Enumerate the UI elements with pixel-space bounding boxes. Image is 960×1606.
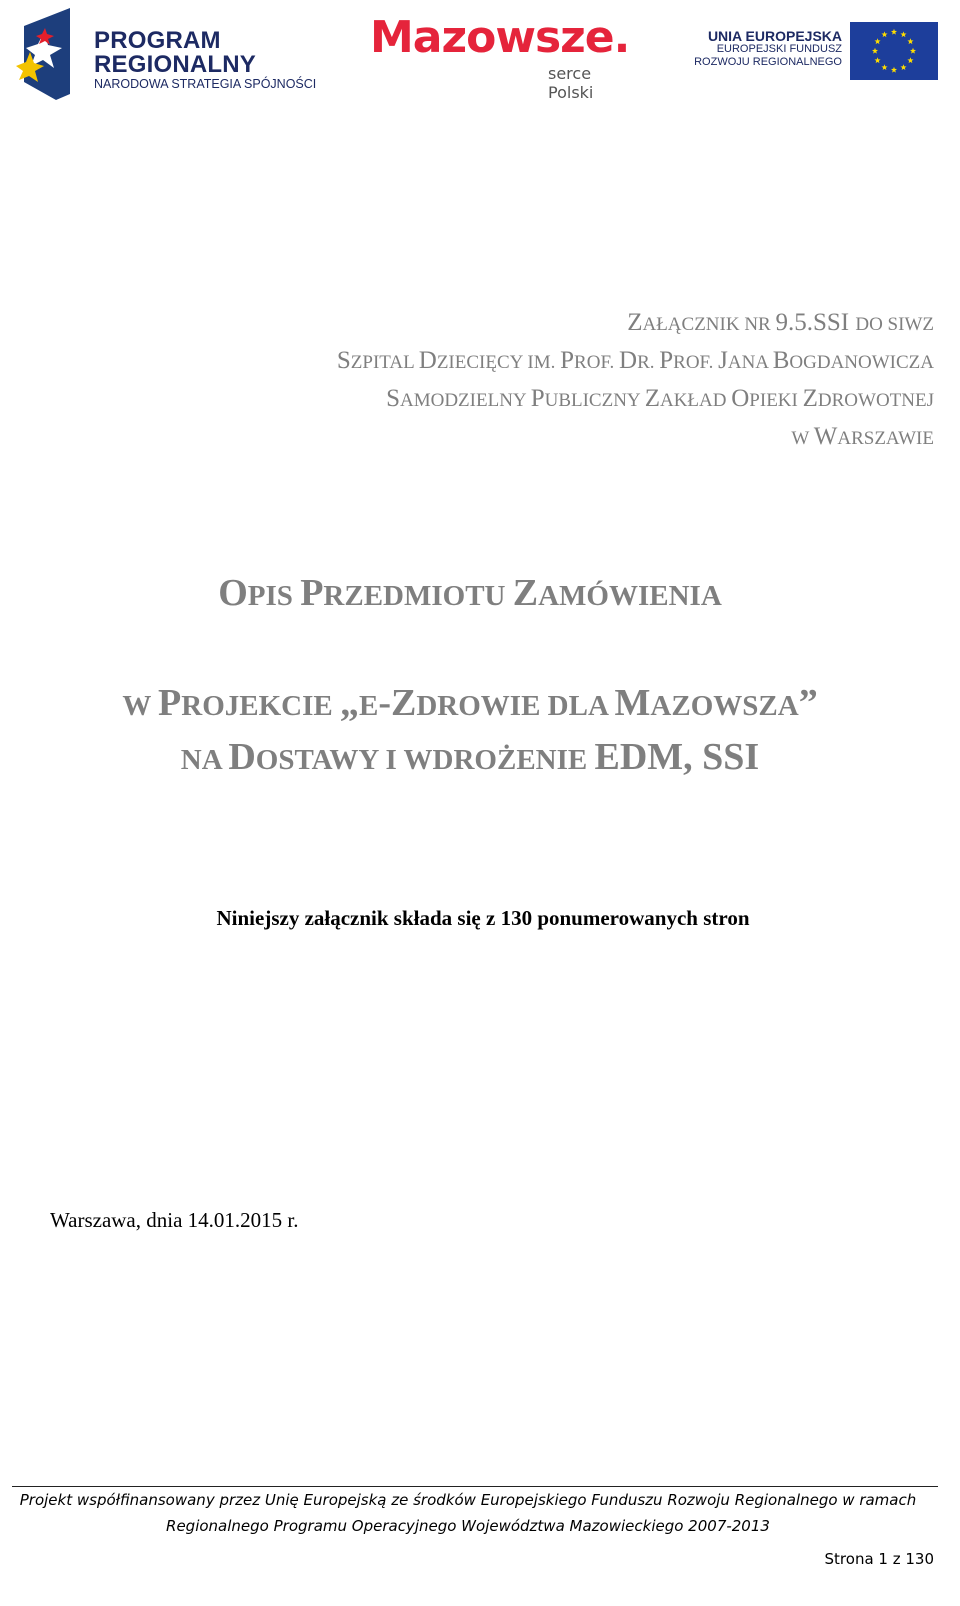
program-star-emblem-icon bbox=[16, 8, 72, 100]
attachment-number-segment: DO SIWZ bbox=[855, 314, 934, 335]
document-title-segment: Z bbox=[512, 572, 539, 614]
city-segment: W bbox=[813, 423, 838, 450]
project-subtitle-segment: E bbox=[359, 690, 379, 722]
project-subtitle-segment: AZOWSZA bbox=[650, 690, 799, 722]
attachment-note: Niniejszy załącznik składa się z 130 ponumerowanych stron bbox=[216, 906, 750, 930]
eu-logo bbox=[686, 20, 946, 82]
hospital-name-segment: P bbox=[659, 347, 674, 374]
project-subtitle-segment: -Z bbox=[378, 682, 417, 724]
institution-type-segment: P bbox=[530, 385, 545, 412]
footer-funding-line-2: Regionalnego Programu Operacyjnego Województwa Mazowieckiego 2007-2013 bbox=[166, 1517, 770, 1535]
project-subtitle bbox=[0, 680, 940, 729]
institution-type-segment: O bbox=[731, 385, 750, 412]
hospital-name-segment: B bbox=[772, 347, 790, 374]
hospital-name-segment: ANA bbox=[727, 352, 773, 373]
program-regionalny-logo bbox=[16, 8, 316, 100]
institution-type-segment: AKŁAD bbox=[659, 390, 732, 411]
mazowsze-wordmark: Mazowsze. bbox=[370, 12, 630, 63]
footer-divider bbox=[12, 1486, 938, 1487]
project-subtitle-segment: DROWIE DLA bbox=[416, 690, 615, 722]
hospital-name-segment: S bbox=[336, 347, 351, 374]
delivery-subtitle-segment: D bbox=[228, 736, 256, 778]
footer-funding-line-1: Projekt współfinansowany przez Unię Europejską ze środków Europejskiego Funduszu Rozwoju Regionalnego w ramach bbox=[19, 1491, 917, 1509]
project-subtitle-segment: ROJEKCIE bbox=[181, 690, 340, 722]
program-line-1: PROGRAM bbox=[94, 27, 221, 54]
attachment-number-segment: 9.5.SSI bbox=[775, 309, 856, 336]
eu-line-2: EUROPEJSKI FUNDUSZ bbox=[716, 43, 842, 55]
date-line: Warszawa, dnia 14.01.2015 r. bbox=[50, 1208, 299, 1232]
hospital-name-segment: ROF. bbox=[673, 352, 719, 373]
institution-type-segment: DROWOTNEJ bbox=[817, 390, 934, 411]
institution-type-segment: S bbox=[386, 385, 400, 412]
hospital-name-segment: ZPITAL bbox=[350, 352, 419, 373]
hospital-name-segment: ROF. bbox=[574, 352, 619, 373]
hospital-name-segment: D bbox=[418, 347, 437, 374]
eu-line-3: ROZWOJU REGIONALNEGO bbox=[694, 56, 842, 68]
hospital-name-segment: R. bbox=[637, 352, 660, 373]
document-title-segment: PIS bbox=[247, 580, 301, 612]
eu-flag-icon bbox=[850, 22, 938, 80]
institution-type-segment: Z bbox=[802, 385, 818, 412]
institution-type-segment: PIEKI bbox=[749, 390, 803, 411]
institution-type-segment: AMODZIELNY bbox=[400, 390, 531, 411]
hospital-name-segment: OGDANOWICZA bbox=[789, 352, 934, 373]
attachment-number-segment: AŁĄCZNIK NR bbox=[642, 314, 776, 335]
project-subtitle-segment: ” bbox=[798, 682, 818, 724]
document-title bbox=[0, 570, 940, 619]
project-subtitle-segment: P bbox=[158, 682, 182, 724]
program-line-2: REGIONALNY bbox=[94, 51, 257, 78]
document-title-segment: AMÓWIENIA bbox=[538, 580, 722, 612]
project-subtitle-segment: M bbox=[614, 682, 651, 724]
institution-type-segment: Z bbox=[644, 385, 660, 412]
program-subtitle: NARODOWA STRATEGIA SPÓJNOŚCI bbox=[94, 77, 317, 91]
project-subtitle-segment: W bbox=[122, 690, 159, 722]
document-title-segment: RZEDMIOTU bbox=[323, 580, 513, 612]
eu-line-1: UNIA EUROPEJSKA bbox=[707, 28, 842, 44]
project-subtitle-segment: „ bbox=[340, 682, 359, 724]
mazowsze-logo bbox=[340, 12, 640, 102]
delivery-subtitle-segment: OSTAWY I WDROŻENIE bbox=[255, 744, 595, 776]
attachment-number-segment: Z bbox=[627, 309, 643, 336]
hospital-name-segment: ZIECIĘCY IM. bbox=[436, 352, 561, 373]
hospital-name-segment: D bbox=[619, 347, 638, 374]
hospital-name-segment: J bbox=[718, 347, 728, 374]
document-title-segment: O bbox=[218, 572, 248, 614]
city-segment: W bbox=[791, 428, 814, 449]
institution-type-heading bbox=[386, 384, 934, 416]
attachment-number-heading bbox=[627, 308, 934, 340]
institution-type-segment: UBLICZNY bbox=[544, 390, 645, 411]
delivery-subtitle bbox=[0, 734, 940, 783]
mazowsze-tagline: serce Polski bbox=[548, 64, 594, 102]
city-segment: ARSZAWIE bbox=[837, 428, 934, 449]
city-heading bbox=[791, 422, 934, 454]
delivery-subtitle-segment: NA bbox=[180, 744, 229, 776]
hospital-name-heading bbox=[337, 346, 934, 378]
page-number: Strona 1 z 130 bbox=[824, 1550, 934, 1568]
delivery-subtitle-segment: EDM, SSI bbox=[594, 736, 760, 778]
hospital-name-segment: P bbox=[560, 347, 575, 374]
document-title-segment: P bbox=[300, 572, 324, 614]
